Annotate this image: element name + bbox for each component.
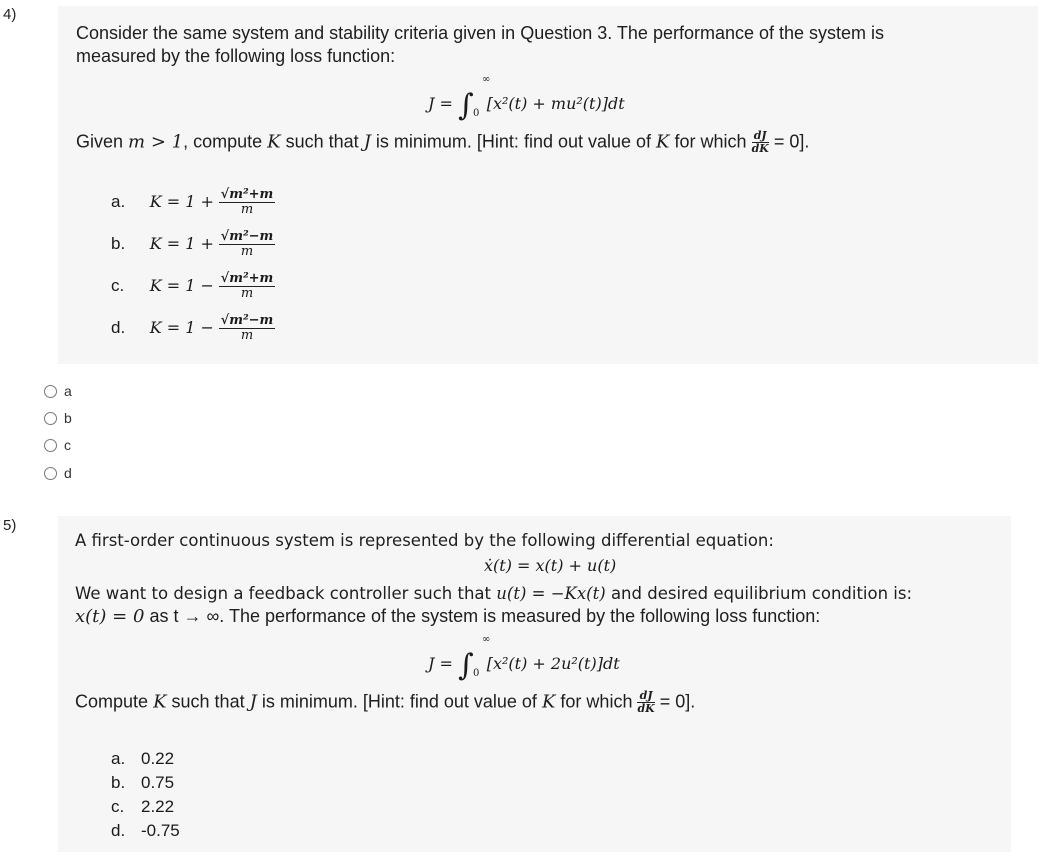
given-k: K xyxy=(267,131,281,153)
integral-sign: ∫ xyxy=(458,648,474,683)
question-4-intro-line-2: measured by the following loss function: xyxy=(76,46,396,66)
option-lhs: K = 1 − xyxy=(149,317,214,337)
question-5-ode xyxy=(484,556,616,575)
option-lhs: K = 1 + xyxy=(149,233,214,253)
radio-option-b[interactable] xyxy=(44,409,72,427)
compute-mid-3: for which xyxy=(560,691,633,712)
derivative-fraction xyxy=(752,130,769,155)
derivative-fraction xyxy=(637,690,654,715)
derivative-numerator: dJ xyxy=(637,690,654,703)
option-fraction xyxy=(219,230,276,259)
option-numerator: √m²+m xyxy=(220,187,274,202)
given-tail: = 0]. xyxy=(773,131,810,152)
question-4-number: 4) xyxy=(3,6,17,23)
option-lhs: K = 1 − xyxy=(149,275,214,295)
equilibrium-condition: x(t) = 0 xyxy=(75,606,145,627)
option-label: d. xyxy=(111,317,126,337)
option-denominator: m xyxy=(240,202,254,217)
integral-lower-limit: 0 xyxy=(473,108,480,119)
option-denominator: m xyxy=(240,286,254,301)
ode-equation: ẋ(t) = x(t) + u(t) xyxy=(484,556,617,575)
loss-integrand: [x²(t) + mu²(t)]dt xyxy=(486,94,625,113)
given-mid-1: , compute xyxy=(183,131,263,152)
answer-value: 0.22 xyxy=(141,749,175,768)
option-lhs: K = 1 + xyxy=(149,191,214,211)
question-5-loss-function xyxy=(428,634,620,683)
option-label: c. xyxy=(111,275,125,295)
question-4-option-c xyxy=(111,272,275,301)
question-4-loss-function xyxy=(428,74,625,123)
compute-tail: = 0]. xyxy=(659,691,696,712)
given-mid-2: such that xyxy=(285,131,359,152)
question-5-answer-d xyxy=(111,821,180,841)
derivative-denominator: dK xyxy=(637,702,655,715)
integral-upper-limit: ∞ xyxy=(482,74,491,85)
question-4-option-a xyxy=(111,188,275,217)
radio-label: c xyxy=(64,437,71,453)
question-5-number: 5) xyxy=(3,517,17,534)
question-4-option-b xyxy=(111,230,275,259)
option-fraction xyxy=(219,188,276,217)
integral-upper-limit: ∞ xyxy=(482,634,491,645)
option-denominator: m xyxy=(240,328,254,343)
given-prefix: Given xyxy=(76,131,124,152)
loss-integrand: [x²(t) + 2u²(t)]dt xyxy=(486,654,620,673)
line-4-rest: as t → ∞. The performance of the system is measured by the following loss function: xyxy=(149,606,821,626)
answer-value: 0.75 xyxy=(141,773,175,792)
option-denominator: m xyxy=(240,244,254,259)
compute-mid-1: such that xyxy=(171,691,245,712)
radio-label: b xyxy=(64,410,72,426)
answer-label: b. xyxy=(111,773,126,792)
radio-option-a[interactable] xyxy=(44,382,72,400)
loss-lhs: J = xyxy=(428,654,453,673)
question-4-given-line xyxy=(76,130,809,155)
option-label: a. xyxy=(111,191,126,211)
compute-j: J xyxy=(249,691,257,713)
option-fraction xyxy=(219,314,276,343)
answer-label: c. xyxy=(111,797,125,816)
option-fraction xyxy=(219,272,276,301)
radio-button[interactable] xyxy=(44,439,57,452)
answer-label: d. xyxy=(111,821,126,840)
line-3-prefix: We want to design a feedback controller such that xyxy=(75,584,492,603)
question-5-line-4 xyxy=(75,605,820,628)
option-numerator: √m²+m xyxy=(220,271,274,286)
radio-label: a xyxy=(64,383,72,399)
option-label: b. xyxy=(111,233,126,253)
question-4-option-d xyxy=(111,314,275,343)
radio-option-d[interactable] xyxy=(44,464,72,482)
question-5-line-3 xyxy=(75,582,912,605)
compute-k-2: K xyxy=(541,691,556,713)
answer-label: a. xyxy=(111,749,126,768)
radio-label: d xyxy=(64,465,72,481)
radio-button[interactable] xyxy=(44,467,57,480)
question-4-intro-line-1: Consider the same system and stability criteria given in Question 3. The performance of the system is xyxy=(76,23,885,43)
derivative-numerator: dJ xyxy=(752,130,769,143)
option-numerator: √m²−m xyxy=(220,313,274,328)
radio-button[interactable] xyxy=(44,385,57,398)
question-5-answer-c xyxy=(111,797,174,817)
given-mid-4: for which xyxy=(674,131,747,152)
integral-sign: ∫ xyxy=(458,88,474,123)
option-numerator: √m²−m xyxy=(220,229,274,244)
radio-option-c[interactable] xyxy=(44,436,71,454)
given-j: J xyxy=(363,131,371,153)
line-3-suffix: and desired equilibrium condition is: xyxy=(610,584,913,603)
radio-button[interactable] xyxy=(44,412,57,425)
derivative-denominator: dK xyxy=(751,142,769,155)
question-5-line-1: A first-order continuous system is represented by the following differential equation: xyxy=(75,531,774,550)
question-5-compute-line xyxy=(75,690,695,715)
given-k-2: K xyxy=(656,131,670,153)
answer-value: -0.75 xyxy=(141,821,180,840)
given-condition: m > 1 xyxy=(128,131,184,153)
given-mid-3: is minimum. [Hint: find out value of xyxy=(375,131,652,152)
compute-prefix: Compute xyxy=(75,691,149,712)
question-5-answer-a xyxy=(111,749,174,769)
answer-value: 2.22 xyxy=(141,797,175,816)
integral-lower-limit: 0 xyxy=(473,668,480,679)
compute-k: K xyxy=(153,691,167,713)
control-law: u(t) = −Kx(t) xyxy=(496,584,606,603)
loss-lhs: J = xyxy=(428,94,453,113)
question-5-answer-b xyxy=(111,773,174,793)
compute-mid-2: is minimum. [Hint: find out value of xyxy=(261,691,537,712)
